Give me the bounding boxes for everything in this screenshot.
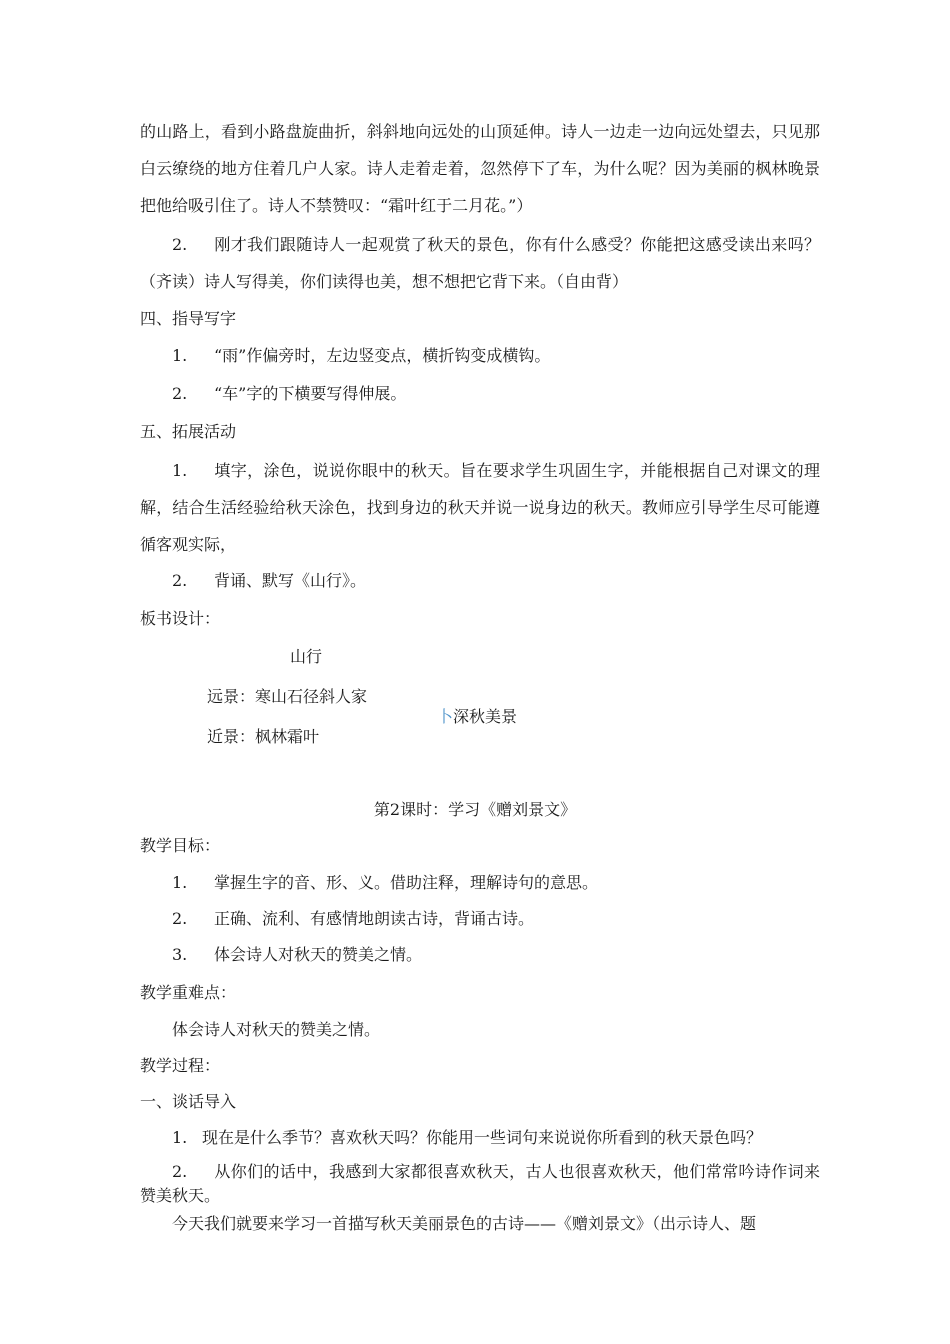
extension-item-2 xyxy=(172,570,366,592)
goal-item-2 xyxy=(172,908,534,930)
item-text: “雨”作偏旁时，左边竖变点，横折钩变成横钩。 xyxy=(214,346,551,365)
item-text: 刚才我们跟随诗人一起观赏了秋天的景色，你有什么感受？你能把这感受读出来吗？（齐读）诗人写得美，你们读得也美，想不想把它背下来。（自由背） xyxy=(140,235,820,291)
goals-heading: 教学目标： xyxy=(140,836,221,855)
item-number: 2. xyxy=(172,909,188,928)
item-text: 掌握生字的音、形、义。借助注释，理解诗句的意思。 xyxy=(214,873,599,892)
item-number: 2. xyxy=(172,1162,188,1181)
extension-item-1 xyxy=(140,452,820,563)
intro-item-1 xyxy=(172,1127,762,1149)
section-heading-writing: 四、指导写字 xyxy=(140,309,237,328)
board-summary xyxy=(437,706,517,728)
section-heading-intro: 一、谈话导入 xyxy=(140,1092,237,1111)
narration-text: 的山路上，看到小路盘旋曲折，斜斜地向远处的山顶延伸。诗人一边走一边向远处望去，只见那白云缭绕的地方住着几户人家。诗人走着走着，忽然停下了车，为什么呢？因为美丽的枫林晚景把他给吸引住了。诗人不禁赞叹：“霜叶红于二月花。”） xyxy=(140,122,820,215)
writing-item-2 xyxy=(172,383,406,405)
process-heading: 教学过程： xyxy=(140,1056,221,1075)
board-summary-text: 深秋美景 xyxy=(453,707,518,726)
section-heading-extension: 五、拓展活动 xyxy=(140,422,237,441)
board-near-view: 近景：枫林霜叶 xyxy=(207,727,320,746)
board-title: 山行 xyxy=(290,647,323,666)
key-points-text: 体会诗人对秋天的赞美之情。 xyxy=(172,1020,381,1039)
item-number: 1. xyxy=(172,461,188,480)
intro-item-2 xyxy=(140,1160,820,1208)
item-text: 正确、流利、有感情地朗读古诗，背诵古诗。 xyxy=(214,909,535,928)
board-design-heading: 板书设计： xyxy=(140,609,221,628)
item-number: 1. xyxy=(172,346,188,365)
item-text: “车”字的下横要写得伸展。 xyxy=(214,384,407,403)
lesson2-title: 第2课时：学习《赠刘景文》 xyxy=(373,800,577,819)
item-text: 体会诗人对秋天的赞美之情。 xyxy=(214,945,423,964)
lesson1-item-2 xyxy=(140,226,820,300)
item-number: 2. xyxy=(172,235,188,254)
writing-item-1 xyxy=(172,345,550,367)
item-number: 2. xyxy=(172,384,188,403)
goal-item-1 xyxy=(172,872,598,894)
item-number: 1. xyxy=(172,1128,188,1147)
item-number: 1. xyxy=(172,873,188,892)
item-text: 背诵、默写《山行》。 xyxy=(214,571,367,590)
item-text: 现在是什么季节？喜欢秋天吗？你能用一些词句来说说你所看到的秋天景色吗？ xyxy=(202,1128,763,1147)
board-far-view: 远景：寒山石径斜人家 xyxy=(207,687,368,706)
narration-paragraph xyxy=(140,113,820,224)
intro-paragraph: 今天我们就要来学习一首描写秋天美丽景色的古诗——《赠刘景文》（出示诗人、题 xyxy=(172,1214,757,1233)
key-points-heading: 教学重难点： xyxy=(140,983,237,1002)
item-text: 从你们的话中，我感到大家都很喜欢秋天，古人也很喜欢秋天，他们常常吟诗作词来赞美秋天。 xyxy=(140,1162,820,1205)
brace-mark: 卜 xyxy=(437,707,454,726)
item-number: 3. xyxy=(172,945,188,964)
goal-item-3 xyxy=(172,944,422,966)
item-text: 填字，涂色，说说你眼中的秋天。旨在要求学生巩固生字，并能根据自己对课文的理解，结合生活经验给秋天涂色，找到身边的秋天并说一说身边的秋天。教师应引导学生尽可能遵循客观实际， xyxy=(140,461,820,554)
item-number: 2. xyxy=(172,571,188,590)
